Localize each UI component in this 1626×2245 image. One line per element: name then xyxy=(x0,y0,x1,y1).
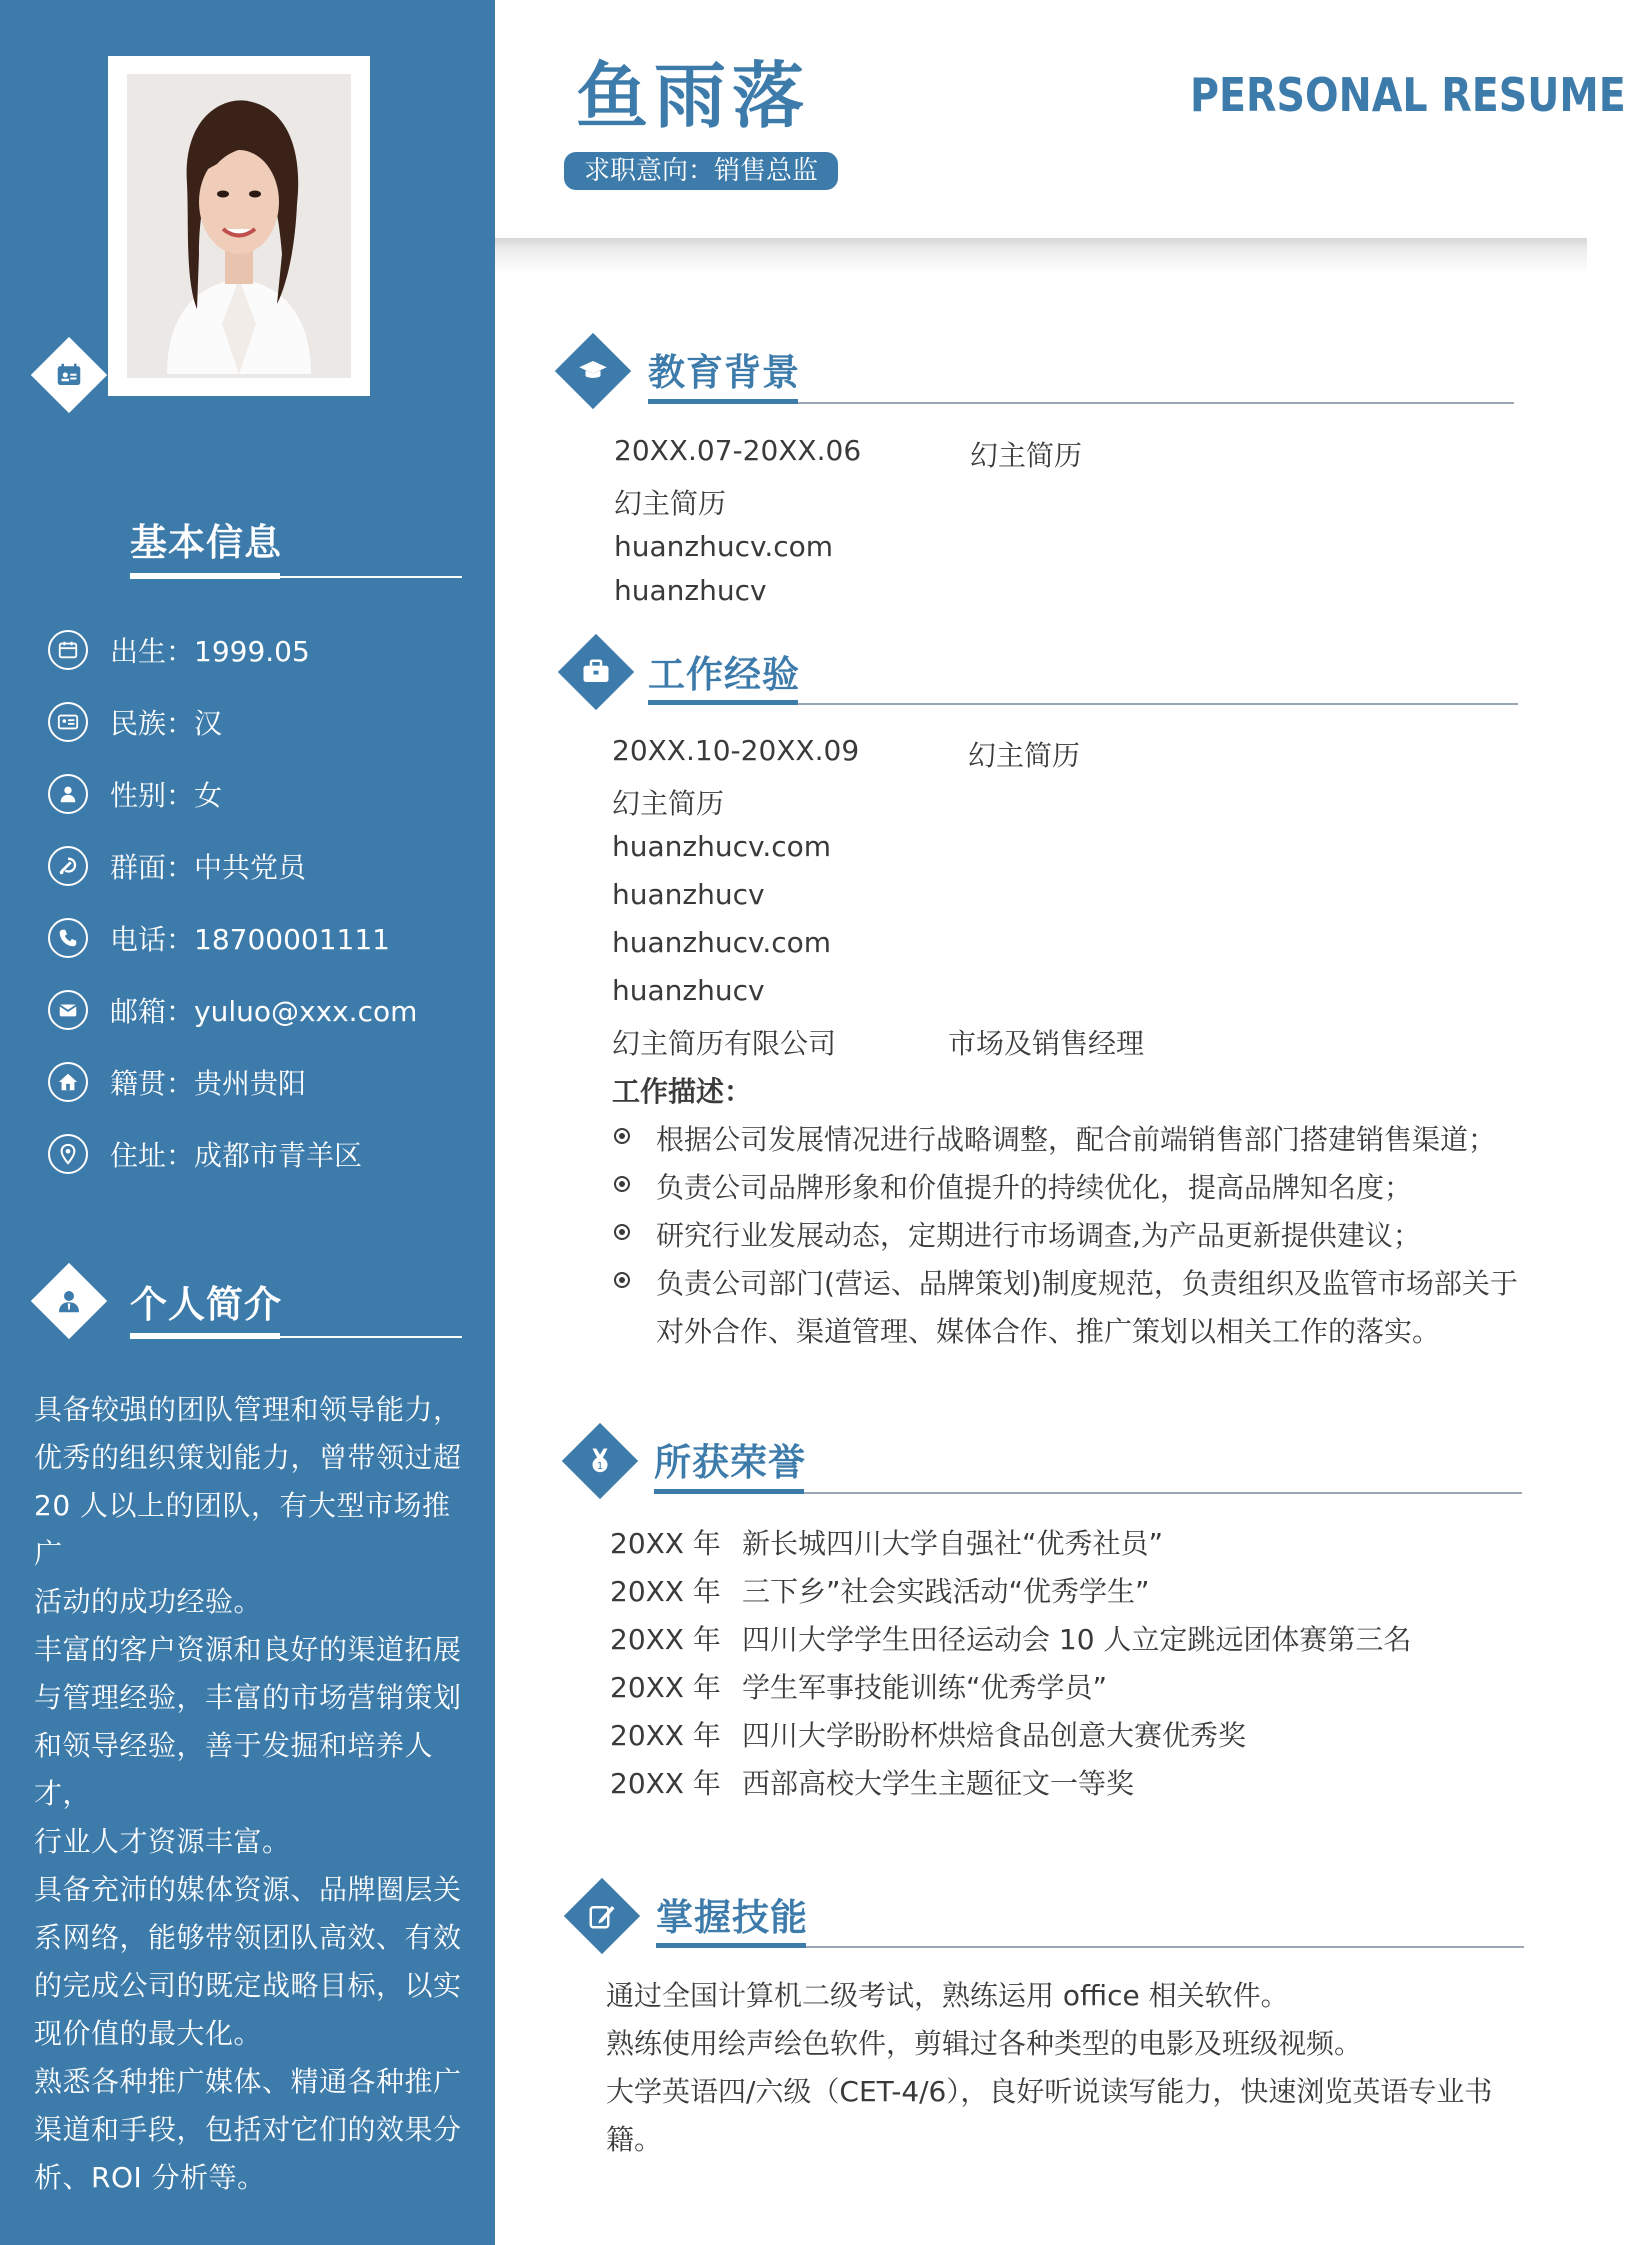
intro-line: 具备充沛的媒体资源、品牌圈层关 xyxy=(34,1873,462,1906)
sidebar xyxy=(0,0,495,2245)
title-underline xyxy=(656,1943,806,1948)
intro-line: 渠道和手段，包括对它们的效果分 xyxy=(34,2113,462,2146)
info-label: 邮箱：yuluo@xxx.com xyxy=(110,995,418,1028)
work-company-top: 幻主简历 xyxy=(968,739,1081,772)
honor-year: 20XX 年 xyxy=(610,1623,721,1656)
work-line: 幻主简历 xyxy=(612,787,725,820)
basic-info-title: 基本信息 xyxy=(130,521,282,564)
portrait-image xyxy=(127,74,351,378)
phone-icon xyxy=(48,918,88,958)
info-phone xyxy=(48,916,390,960)
mail-icon xyxy=(48,990,88,1030)
job-intent-badge: 求职意向：销售总监 xyxy=(564,152,838,190)
honor-text: 学生军事技能训练“优秀学员” xyxy=(742,1671,1108,1704)
honor-year: 20XX 年 xyxy=(610,1575,721,1608)
info-label: 性别：女 xyxy=(110,779,223,812)
education-line: huanzhucv.com xyxy=(614,530,834,563)
work-line: huanzhucv xyxy=(612,878,765,911)
edit-icon xyxy=(564,1878,640,1954)
header-shadow-band xyxy=(495,238,1587,274)
intro-line: 优秀的组织策划能力，曾带领过超 xyxy=(34,1441,462,1474)
calendar-icon xyxy=(48,630,88,670)
bullet-icon xyxy=(614,1176,630,1192)
svg-text:1: 1 xyxy=(596,1461,604,1473)
intro-line: 熟悉各种推广媒体、精通各种推广 xyxy=(34,2065,462,2098)
skill-line: 通过全国计算机二级考试，熟练运用 office 相关软件。 xyxy=(606,1979,1289,2012)
education-clipped-line xyxy=(614,574,1014,607)
home-icon xyxy=(48,1062,88,1102)
info-label: 住址：成都市青羊区 xyxy=(110,1139,363,1172)
skill-line: 熟练使用绘声绘色软件，剪辑过各种类型的电影及班级视频。 xyxy=(606,2027,1363,2060)
title-underline xyxy=(648,700,798,705)
info-address xyxy=(48,1132,362,1176)
work-company: 幻主简历有限公司 xyxy=(612,1027,837,1060)
education-title: 教育背景 xyxy=(648,351,800,394)
bullet-icon xyxy=(614,1272,630,1288)
education-school: 幻主简历 xyxy=(970,439,1083,472)
basic-info-icon xyxy=(31,337,107,413)
work-line: huanzhucv.com xyxy=(612,926,832,959)
info-birth xyxy=(48,628,310,672)
intro-line: 活动的成功经验。 xyxy=(34,1585,263,1618)
intro-line: 系网络，能够带领团队高效、有效 xyxy=(34,1921,462,1954)
candidate-name: 鱼雨落 xyxy=(576,54,811,138)
intro-line: 具备较强的团队管理和领导能力， xyxy=(34,1393,462,1426)
photo-frame xyxy=(108,56,370,396)
work-line: huanzhucv.com xyxy=(612,830,832,863)
work-period: 20XX.10-20XX.09 xyxy=(612,734,860,767)
title-underline xyxy=(654,1489,804,1494)
work-position: 市场及销售经理 xyxy=(948,1027,1145,1060)
intro-line: 析、ROI 分析等。 xyxy=(34,2161,266,2194)
education-period: 20XX.07-20XX.06 xyxy=(614,434,862,467)
info-ethnicity xyxy=(48,700,222,744)
graduation-cap-icon xyxy=(555,333,631,409)
info-label: 民族：汉 xyxy=(110,707,223,740)
honor-text: 三下乡”社会实践活动“优秀学生” xyxy=(742,1575,1150,1608)
title-underline xyxy=(648,399,798,404)
work-bullet: 负责公司部门(营运、品牌策划)制度规范，负责组织及监管市场部关于 xyxy=(656,1267,1518,1300)
honor-text: 四川大学学生田径运动会 10 人立定跳远团体赛第三名 xyxy=(742,1623,1412,1656)
skill-line: 大学英语四/六级（CET-4/6），良好听说读写能力，快速浏览英语专业书 xyxy=(606,2075,1493,2108)
work-bullet: 负责公司品牌形象和价值提升的持续优化，提高品牌知名度； xyxy=(656,1171,1413,1204)
work-bullet: 研究行业发展动态，定期进行市场调查,为产品更新提供建议； xyxy=(656,1219,1421,1252)
info-hometown xyxy=(48,1060,306,1104)
intro-line: 现价值的最大化。 xyxy=(34,2017,263,2050)
honor-text: 西部高校大学生主题征文一等奖 xyxy=(742,1767,1135,1800)
medal-icon xyxy=(562,1423,638,1499)
intro-icon xyxy=(31,1263,107,1339)
resume-heading: PERSONAL RESUME xyxy=(1190,68,1626,122)
intro-title: 个人简介 xyxy=(130,1283,282,1326)
party-emblem-icon xyxy=(48,846,88,886)
info-label: 电话：18700001111 xyxy=(110,923,390,956)
intro-line: 的完成公司的既定战略目标，以实 xyxy=(34,1969,462,2002)
location-icon xyxy=(48,1134,88,1174)
work-desc-label: 工作描述： xyxy=(612,1075,753,1108)
id-card-icon xyxy=(48,702,88,742)
intro-line: 行业人才资源丰富。 xyxy=(34,1825,291,1858)
info-politics xyxy=(48,844,306,888)
info-gender xyxy=(48,772,222,816)
honor-year: 20XX 年 xyxy=(610,1767,721,1800)
honor-text: 四川大学盼盼杯烘焙食品创意大赛优秀奖 xyxy=(742,1719,1247,1752)
intro-line: 20 人以上的团队，有大型市场推广 xyxy=(34,1489,451,1570)
work-line: huanzhucv xyxy=(612,974,765,1007)
skill-line: 籍。 xyxy=(606,2123,663,2156)
education-line: 幻主简历 xyxy=(614,487,727,520)
info-label: 群面：中共党员 xyxy=(110,851,307,884)
honor-year: 20XX 年 xyxy=(610,1671,721,1704)
intro-line: 和领导经验，善于发掘和培养人才， xyxy=(34,1729,434,1810)
work-bullet-continued: 对外合作、渠道管理、媒体合作、推广策划以相关工作的落实。 xyxy=(656,1315,1441,1348)
info-email xyxy=(48,988,417,1032)
education-clipped-text: huanzhucv xyxy=(614,574,767,607)
info-label: 出生：1999.05 xyxy=(110,635,310,668)
honors-title: 所获荣誉 xyxy=(654,1441,806,1484)
info-label: 籍贯：贵州贵阳 xyxy=(110,1067,307,1100)
honor-year: 20XX 年 xyxy=(610,1527,721,1560)
person-icon xyxy=(48,774,88,814)
bullet-icon xyxy=(614,1128,630,1144)
intro-text xyxy=(34,1386,474,2202)
briefcase-icon xyxy=(558,634,634,710)
section-divider xyxy=(130,1336,462,1338)
honor-text: 新长城四川大学自强社“优秀社员” xyxy=(742,1527,1164,1560)
bullet-icon xyxy=(614,1224,630,1240)
section-divider xyxy=(130,576,462,578)
skills-title: 掌握技能 xyxy=(656,1896,808,1939)
profile-photo xyxy=(127,74,351,378)
work-bullet: 根据公司发展情况进行战略调整，配合前端销售部门搭建销售渠道； xyxy=(656,1123,1497,1156)
intro-line: 丰富的客户资源和良好的渠道拓展 xyxy=(34,1633,462,1666)
intro-line: 与管理经验，丰富的市场营销策划 xyxy=(34,1681,462,1714)
honor-year: 20XX 年 xyxy=(610,1719,721,1752)
work-title: 工作经验 xyxy=(648,653,800,696)
